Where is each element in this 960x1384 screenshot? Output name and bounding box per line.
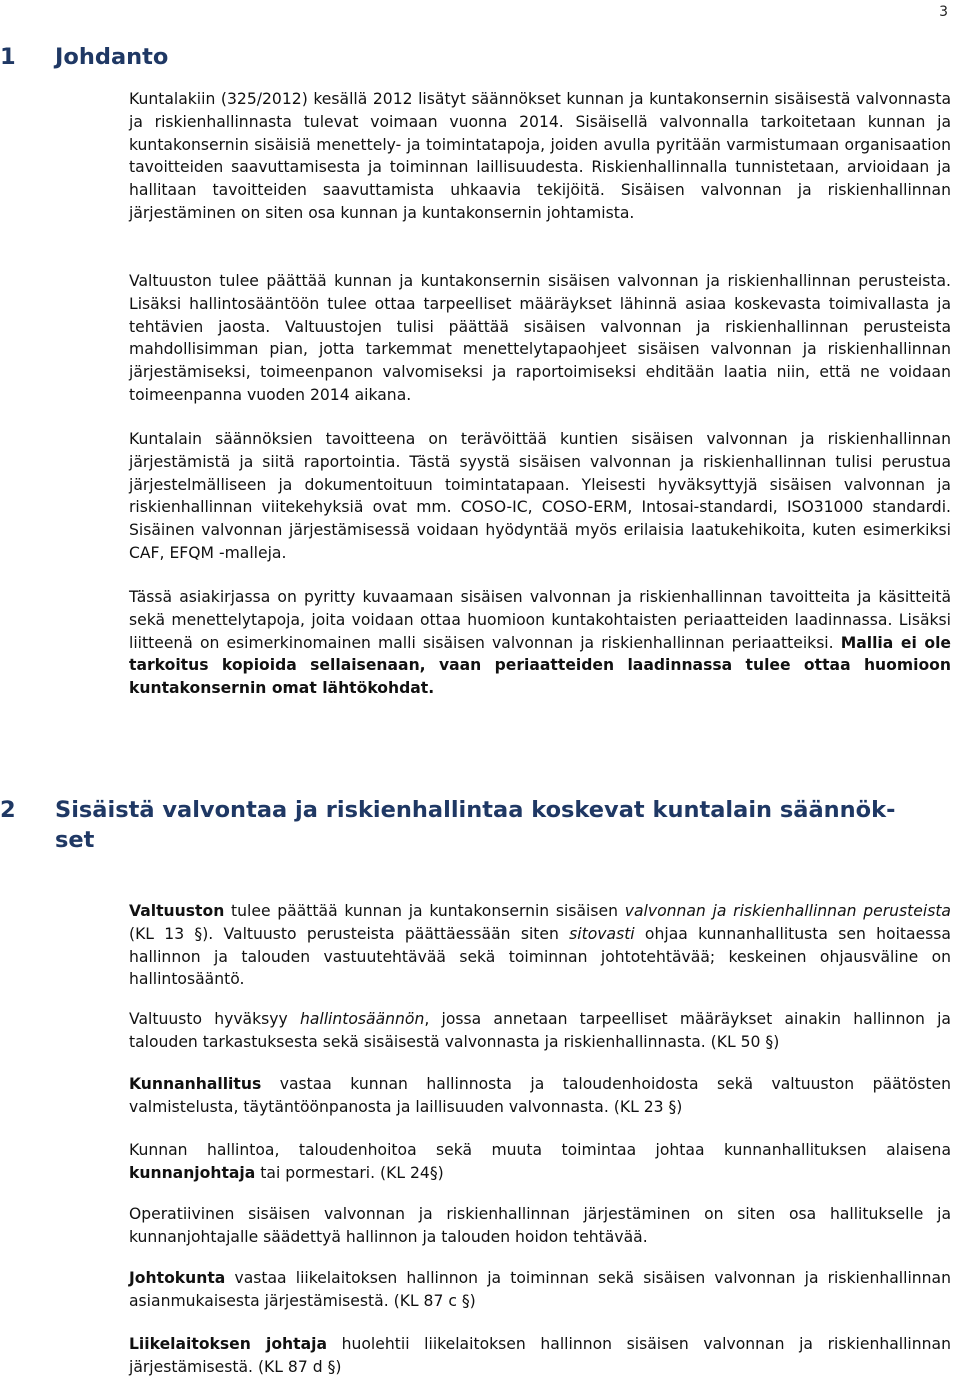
section-2-paragraph-5: Operatiivinen sisäisen valvonnan ja riskienhallinnan järjestäminen on siten osa hallitukselle ja kunnanjohtajalle säädettyä hallinnon ja talouden hoidon tehtävää. <box>129 1205 951 1246</box>
section-2-body-6 <box>129 1267 951 1313</box>
section-1-body <box>129 88 951 225</box>
section-2-body-3 <box>129 1073 951 1119</box>
s2p1-text-1: tulee päättää kunnan ja kuntakonsernin sisäisen <box>224 902 625 920</box>
section-2-body-5 <box>129 1203 951 1249</box>
section-2-heading <box>0 795 960 855</box>
section-2-body-1 <box>129 900 951 991</box>
s2p1-text-3: ohjaa kunnanhallitusta sen hoitaessa hallinnon ja talouden vastuutehtävää sekä toiminnan johtotehtävää; keskeinen ohjausväline on hallintosääntö. <box>129 924 951 989</box>
s2p2-text-2: , jossa annetaan tarpeelliset määräykset ainakin hallinnon ja talouden tarkastuksesta sekä sisäisestä valvonnasta ja riskienhallinnasta. (KL 50 §) <box>129 1010 951 1051</box>
section-2-paragraph-1 <box>129 900 951 991</box>
s2p4-bold: kunnanjohtaja <box>129 1163 256 1182</box>
section-2-number: 2 <box>0 797 16 823</box>
s2p1-italic-1: valvonnan ja riskienhallinnan perusteista <box>624 902 951 920</box>
s2p4-text-2: tai pormestari. (KL 24§) <box>255 1163 444 1182</box>
s2p7-bold: Liikelaitoksen johtaja <box>129 1335 327 1353</box>
section-1-paragraph-2: Valtuuston tulee päättää kunnan ja kuntakonsernin sisäisen valvonnan ja riskienhallinnan perusteista. Lisäksi hallintosääntöön tulee ottaa tarpeelliset määräykset lähinnä asiaa koskevasta toimivallasta ja tehtävien jaosta. Valtuustojen tulisi päättää sisäisen valvonnan ja riskienhallinnan perusteista mahdollisimman pian, jotta tarkemmat menettelytapaohjeet sisäisen valvonnan ja riskienhallinnan järjestämiseksi, toimeenpanon valvomiseksi ja raportoimiseksi ehditään laatia niin, että ne voidaan toimeenpanna vuoden 2014 aikana. <box>129 272 951 404</box>
s2p1-bold: Valtuuston <box>129 902 225 920</box>
s2p3-text-1: vastaa kunnan hallinnosta ja taloudenhoidosta sekä valtuuston päätösten valmistelusta, täytäntöönpanosta ja laillisuuden valvonnasta. (KL 23 §) <box>129 1075 951 1116</box>
section-2-body-4 <box>129 1139 951 1185</box>
section-2-body-7 <box>129 1333 951 1379</box>
section-2-paragraph-7 <box>129 1333 951 1379</box>
section-1-paragraph-4 <box>129 586 951 700</box>
s2p6-text-1: vastaa liikelaitoksen hallinnon ja toiminnan sekä sisäisen valvonnan ja riskienhallinnan asianmukaisesta järjestämisestä. (KL 87 c §) <box>129 1269 951 1310</box>
s2p6-bold: Johtokunta <box>129 1269 226 1287</box>
s2p2-italic-1: hallintosäännön <box>299 1010 425 1028</box>
s2p7-text-1: huolehtii liikelaitoksen hallinnon sisäisen valvonnan ja riskienhallinnan järjestämisestä. (KL 87 d §) <box>129 1335 951 1376</box>
section-1-number: 1 <box>0 44 16 70</box>
s2p3-bold: Kunnanhallitus <box>129 1075 262 1093</box>
section-1-title: Johdanto <box>55 44 169 70</box>
page-number: 3 <box>939 4 948 20</box>
section-1-body-4 <box>129 586 951 700</box>
section-1-body-3 <box>129 428 951 565</box>
section-1-paragraph-3: Kuntalain säännöksien tavoitteena on terävöittää kuntien sisäisen valvonnan ja riskienhallinnan järjestämistä ja siitä raportointia. Tästä syystä sisäisen valvonnan ja riskienhallinnan tulisi perustua järjestelmälliseen ja dokumentoituun toimintatapaan. Yleisesti hyväksyttyjä sisäisen valvonnan ja riskienhallinnan viitekehyksiä ovat mm. COSO-IC, COSO-ERM, Intosai-standardi, ISO31000 standardi. Sisäinen valvonnan järjestämisessä voidaan hyödyntää myös erilaisia laatukehikoita, kuten esimerkiksi CAF, EFQM -malleja. <box>129 430 951 562</box>
s2p2-text-1: Valtuusto hyväksyy <box>129 1010 300 1028</box>
section-2-title-line-1: Sisäistä valvontaa ja riskienhallintaa koskevat kuntalain säännök- <box>55 797 896 823</box>
section-1-paragraph-1: Kuntalakiin (325/2012) kesällä 2012 lisätyt säännökset kunnan ja kuntakonsernin sisäisestä valvonnasta ja riskienhallinnasta tulevat voimaan vuonna 2014. Sisäisellä valvonnalla tarkoitetaan kunnan ja kuntakonsernin sisäisiä menettely- ja toimintatapoja, joiden avulla pyritään varmistumaan organisaation tavoitteiden saavuttamisesta ja toiminnan laillisuudesta. Riskienhallinnalla tunnistetaan, arvioidaan ja hallitaan tavoitteiden saavuttamista uhkaavia tekijöitä. Sisäisen valvonnan ja riskienhallinnan järjestäminen on siten osa kunnan ja kuntakonsernin johtamista. <box>129 90 951 222</box>
section-2-paragraph-4 <box>129 1139 951 1185</box>
section-2-paragraph-2 <box>129 1008 951 1054</box>
section-2-title-line-2: set <box>55 827 95 853</box>
p4-bold-note: Mallia ei ole tarkoitus kopioida sellaisenaan, vaan periaatteiden laadinnassa tulee ottaa huomioon kuntakonsernin omat lähtökohdat. <box>129 633 951 698</box>
s2p4-text-1: Kunnan hallintoa, taloudenhoitoa sekä muuta toimintaa johtaa kunnanhallituksen alaisena <box>129 1141 951 1159</box>
section-1-body-2 <box>129 270 951 407</box>
section-2-paragraph-6 <box>129 1267 951 1313</box>
section-2-paragraph-3 <box>129 1073 951 1119</box>
section-2-body-2 <box>129 1008 951 1054</box>
section-1-heading <box>0 42 168 72</box>
s2p1-italic-2: sitovasti <box>569 924 635 943</box>
p4-text: Tässä asiakirjassa on pyritty kuvaamaan sisäisen valvonnan ja riskienhallinnan tavoitteita ja käsitteitä sekä menettelytapoja, joita voidaan ottaa huomioon kuntakohtaisten periaatteiden laadinnassa. Lisäksi liitteenä on esimerkinomainen malli sisäisen valvonnan ja riskienhallinnan periaatteiksi. <box>129 588 951 652</box>
s2p1-text-2: (KL 13 §). Valtuusto perusteista päättäessään siten <box>129 924 570 943</box>
